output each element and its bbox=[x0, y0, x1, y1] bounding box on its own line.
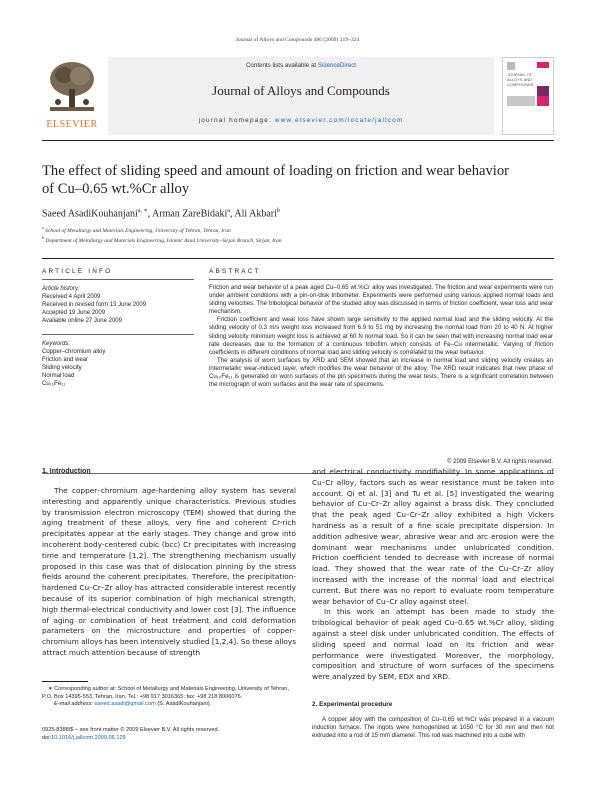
abstract-paragraph: Friction coefficient and wear loss have shown large sensitivity to the applied normal load and the sliding velocity. At the sliding velocity of 0.3 m/s weight loss increased from 6.9 to 51 mg by increasing the normal load from 20 to 40 N. At higher sliding velocity minimum weight loss is achieved at 60 N normal load. So it can be seen that with increasing normal load wear rate decreases due to the formation of a continuous tribofilm which consists of Fe–Cu intermetallic. Varying of friction coefficients in different conditions of normal load and sliding velocity is correlated to the wear behavior. bbox=[209, 316, 553, 356]
body-paragraph: The copper–chromium age-hardening alloy system has several interesting and apparently unique characteristics. Previous studies by transmission electron microscopy (TEM) showed that during the aging treatment of these alloys, very fine and coherent Cr-rich precipitates appear at the early stages. They change and grow into incoherent body-centered cubic (bcc) Cr precipitates with increasing time and temperature [1,2]. The strengthening mechanism usually proposed in this case was that of dislocation pinning by the stress fields around the coherent precipitates. Therefore, the precipitation-hardened Cu–Cr–Zr alloy has attracted considerable interest recently because of its superior combination of high mechanical strength, high thermal-electrical conductivity and lower cost [3]. The influence of aging or combination of heat treatment and cold deformation parameters on the microstructure and properties of copper–chromium alloys has been intensively studied [1,2,4]. So these alloys attract much attention because of strength bbox=[42, 486, 296, 657]
header-rule bbox=[42, 258, 554, 259]
author-list bbox=[42, 207, 280, 219]
masthead bbox=[42, 57, 554, 136]
doi-link[interactable]: 10.1016/j.jallcom.2009.06.129 bbox=[51, 734, 126, 741]
journal-cover bbox=[502, 57, 554, 135]
footnote-star: ∗ bbox=[48, 686, 53, 692]
keyword: Normal load bbox=[42, 373, 75, 379]
history-item: Received 4 April 2009 bbox=[42, 294, 101, 300]
footnote-text: Corresponding author at: School of Metallurgy and Materials Engineering, University of Tehran, P.O. Box 14395-553, Tehran, Iran. Tel.: +98 917 3016365; fax: +98 218 8006076. bbox=[42, 686, 289, 700]
abstract-paragraph: Friction and wear behavior of a peak aged Cu–0.65 wt.%Cr alloy was investigated. The friction and wear experiments were run under ambient conditions with a pin-on-disk tribometer. Experiments were performed using various applied normal loads and sliding velocities. The tribological behavior of the studied alloy was discussed in terms of friction coefficient, wear loss and wear mechanism. bbox=[209, 284, 553, 316]
front-matter bbox=[42, 727, 296, 742]
experimental-paragraph: A copper alloy with the composition of Cu–0.65 wt.%Cr was prepared in a vacuum induction furnace. The ingots were homogenized at 1050 °C for 30 min and then hot extruded into a rod of 15 mm diameter. This rod was machined into a cube with bbox=[312, 716, 554, 740]
author-affil-sup: b bbox=[276, 208, 280, 214]
contents-prefix: Contents lists available at bbox=[245, 62, 318, 69]
history-label: Article history: bbox=[42, 286, 80, 292]
keywords-rule bbox=[42, 334, 194, 335]
footnote-rule bbox=[42, 681, 88, 682]
affiliation-b bbox=[42, 235, 282, 244]
journal-citation: Journal of Alloys and Compounds 486 (2009) 319–324 bbox=[235, 37, 360, 43]
email-suffix: (S. AsadiKouhanjani). bbox=[155, 701, 212, 708]
keyword: Friction and wear bbox=[42, 357, 89, 363]
abstract-body bbox=[209, 284, 553, 389]
article-info-rule bbox=[42, 279, 194, 280]
journal-homepage bbox=[108, 117, 494, 124]
author-separator: , bbox=[147, 208, 153, 220]
elsevier-tree-icon bbox=[46, 59, 98, 113]
homepage-prefix: journal homepage: bbox=[198, 117, 275, 124]
affiliation-sup: b bbox=[42, 235, 44, 240]
journal-title: Journal of Alloys and Compounds bbox=[212, 83, 390, 98]
abstract-copyright: © 2009 Elsevier B.V. All rights reserved. bbox=[447, 459, 553, 465]
keyword: Sliding velocity bbox=[42, 365, 82, 371]
publisher-name: ELSEVIER bbox=[46, 119, 98, 130]
footnote-email bbox=[42, 701, 296, 709]
affiliation-a bbox=[42, 225, 231, 234]
article-title bbox=[42, 162, 554, 198]
abstract-rule bbox=[209, 279, 553, 280]
author-affil-sup: a bbox=[227, 208, 230, 214]
title-line-2: of Cu–0.65 wt.%Cr alloy bbox=[42, 181, 190, 197]
history-item: Accepted 19 June 2009 bbox=[42, 310, 106, 316]
contents-line bbox=[108, 62, 494, 69]
author-separator: , bbox=[229, 208, 235, 220]
email-link[interactable]: saeed.asadi@gmail.com bbox=[94, 701, 156, 708]
cover-title: JOURNAL OF ALLOYS AND COMPOUNDS bbox=[507, 72, 534, 87]
masthead-rule bbox=[42, 140, 554, 141]
affiliation-text: Department of Metallurgy and Materials Engineering, Islamic Azad University–Sirjan Branch, Sirjan, Iran bbox=[45, 237, 282, 244]
homepage-link[interactable]: www.elsevier.com/locate/jallcom bbox=[274, 117, 404, 124]
keywords-label: Keywords: bbox=[42, 341, 71, 347]
abstract-paragraph: The analysis of worn surfaces by XRD and SEM showed that an increase in normal load and sliding velocity creates an intermetallic wear-induced layer, which modifies the wear behavior of the alloy. The XRD result indicates that new phase of Cu₁₀Fe₁₁ is generated on worn surfaces of the pin specimens during the wear tests. There is a significant correlation between the micrograph of worn surfaces and the wear rate of specimens. bbox=[209, 356, 553, 389]
author-name[interactable]: Saeed AsadiKouhanjani bbox=[42, 208, 138, 220]
doi-prefix: doi: bbox=[42, 734, 52, 741]
author-name[interactable]: Arman ZareBidaki bbox=[152, 208, 228, 220]
issn-line: 0925-8388/$ – see front matter © 2009 Elsevier B.V. All rights reserved. bbox=[42, 727, 220, 733]
cover-art-icon bbox=[503, 58, 553, 134]
author-name[interactable]: Ali Akbari bbox=[234, 208, 277, 220]
doi-line bbox=[42, 735, 296, 743]
sciencedirect-link[interactable]: ScienceDirect bbox=[317, 62, 357, 69]
affiliation-text: School of Metallurgy and Materials Engineering, University of Tehran, Tehran, Iran bbox=[45, 227, 231, 234]
section-heading-introduction: 1. Introduction bbox=[42, 468, 91, 475]
section-heading-experimental: 2. Experimental procedure bbox=[312, 701, 393, 708]
body-paragraph: In this work an attempt has been made to study the tribological behavior of peak aged Cu–0.65 wt.%Cr alloy, sliding against a steel disk under unlubricated condition. The effects of sliding speed and normal load on its friction and wear performance were investigated. Moreover, the morphology, composition and structure of worn surfaces of the specimens were analyzed by SEM, EDX and XRD. bbox=[312, 607, 554, 682]
journal-banner bbox=[108, 57, 494, 135]
left-column bbox=[42, 486, 296, 659]
abstract-heading: ABSTRACT bbox=[209, 268, 261, 275]
history-item: Received in revised form 13 June 2009 bbox=[42, 302, 147, 308]
keywords bbox=[42, 340, 197, 388]
right-column bbox=[312, 467, 554, 683]
author-affil-sup: a, ∗ bbox=[137, 208, 148, 214]
history-item: Available online 27 June 2009 bbox=[42, 318, 122, 324]
keyword: Copper–chromium alloy bbox=[42, 349, 106, 355]
title-line-1: The effect of sliding speed and amount of loading on friction and wear behavior bbox=[42, 163, 509, 179]
elsevier-logo bbox=[42, 57, 102, 135]
article-history bbox=[42, 285, 197, 325]
article-info-heading: ARTICLE INFO bbox=[42, 268, 113, 275]
email-label: E-mail address: bbox=[54, 701, 95, 708]
affiliation-sup: a bbox=[42, 225, 44, 230]
footnote-corresponding bbox=[42, 686, 296, 701]
footnote bbox=[42, 686, 296, 709]
keyword: Cu₁₀Fe₁₁ bbox=[42, 381, 66, 387]
body-paragraph: and electrical conductivity modifiability. In some applications of Cu–Cr alloy, factors such as wear resistance must be taken into account. Qi et al. [3] and Tu et al. [5] investigated the wearing behavior of Cu–Cr–Zr alloy against a brass disk. They concluded that the peak aged Cu–Cr–Zr alloy exhibited a high Vickers hardness as a result of a fine scale precipitate dispersion. In addition adhesive wear, abrasive wear and arc erosion were the dominant wear mechanisms under unlubricated condition. Friction coefficient tended to decrease with increase of normal load. They showed that the wear rate of the Cu–Cr–Zr alloy increased with the increase of the normal load and electrical current. But there was no report to evaluate room temperature wear behavior of Cu–Cr alloy against steel. bbox=[312, 467, 554, 606]
